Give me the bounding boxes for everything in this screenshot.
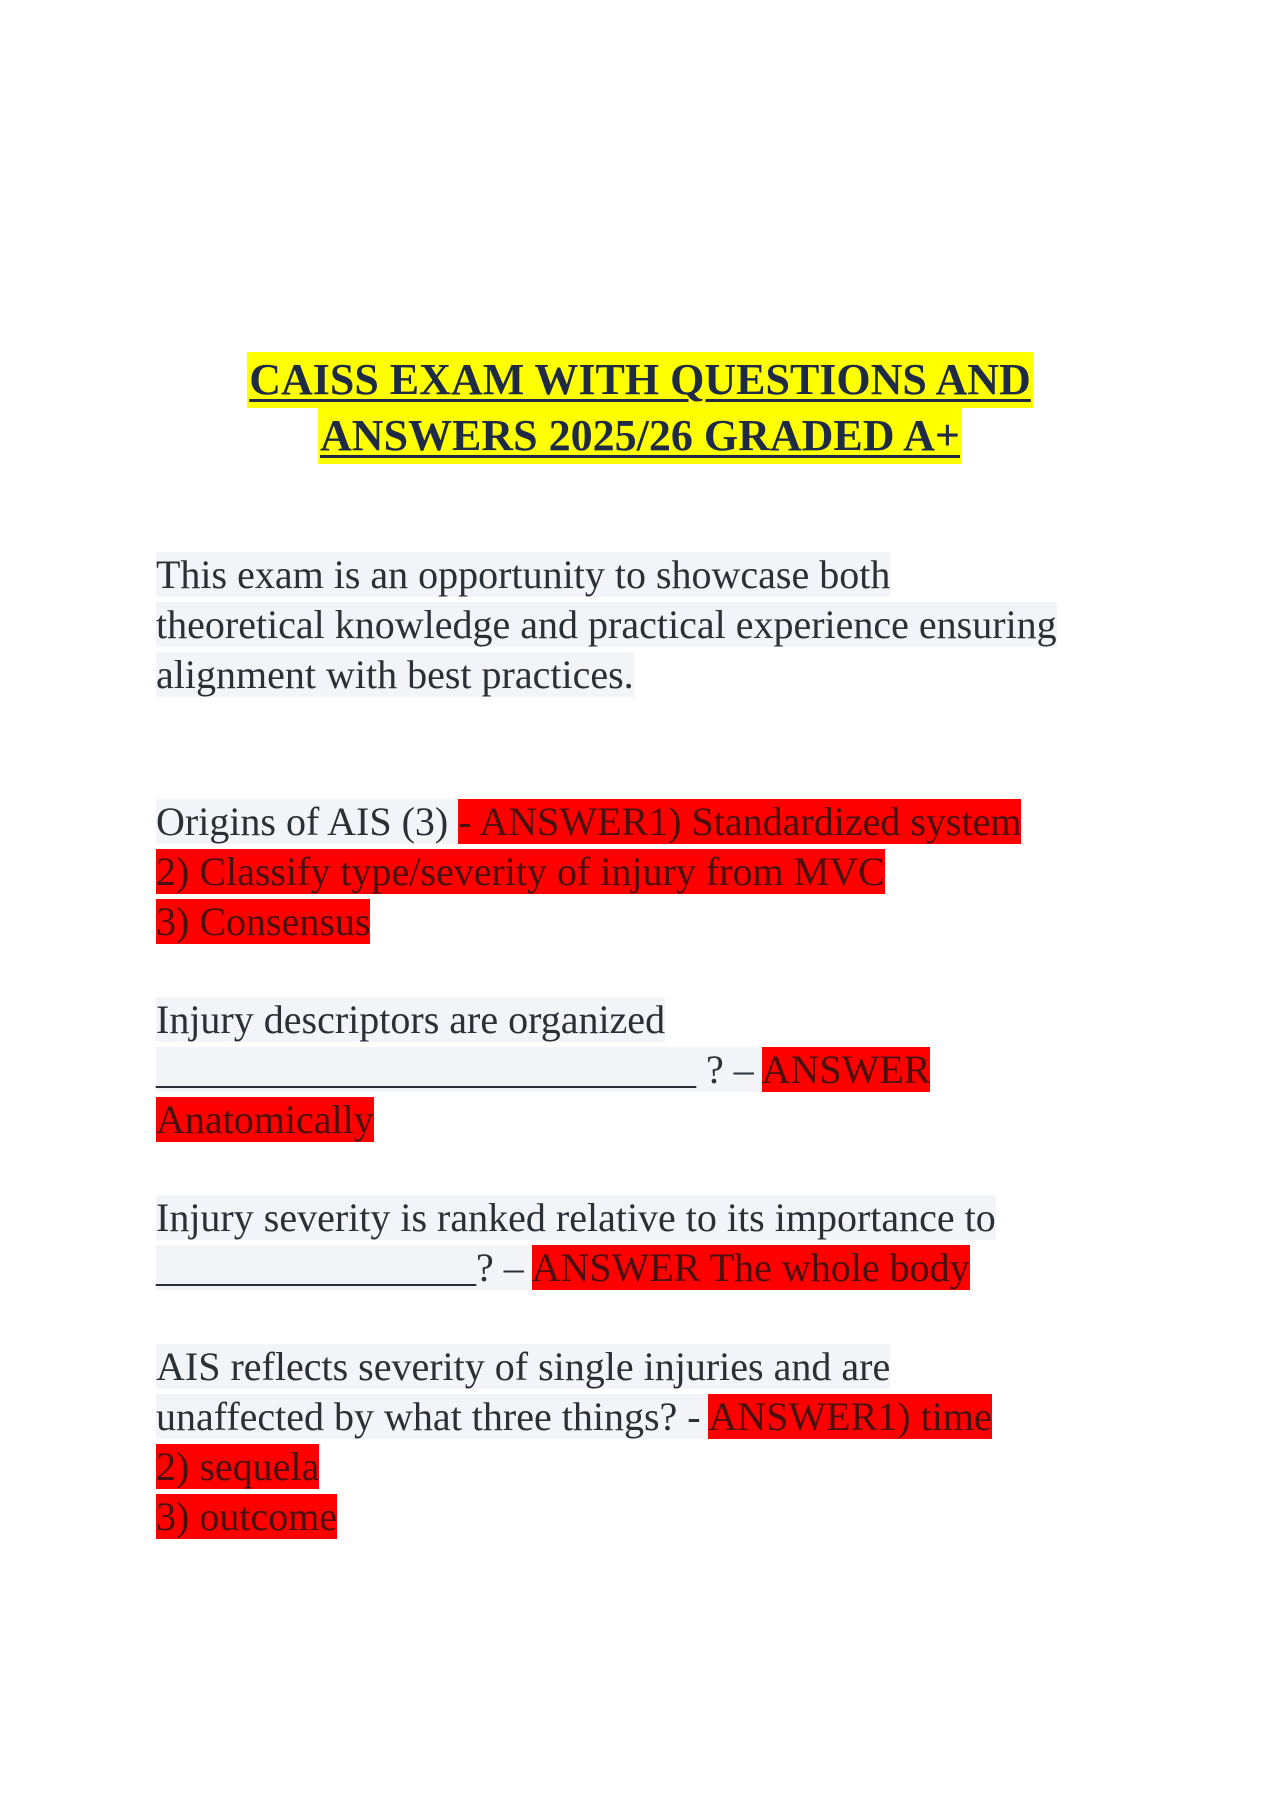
answer-2-line-2: Anatomically (156, 1097, 374, 1142)
answer-3-line-1: ANSWER The whole body (531, 1245, 970, 1290)
qa-item-2 (156, 995, 1156, 1145)
qa-item-3 (156, 1193, 1156, 1293)
answer-2-line-1: ANSWER (761, 1047, 931, 1092)
qa-item-4 (156, 1342, 1156, 1542)
question-4-line-2: unaffected by what three things? - (156, 1394, 709, 1439)
answer-4-line-3: 3) outcome (156, 1494, 338, 1539)
answer-1-line-1: - ANSWER1) Standardized system (458, 799, 1022, 844)
answer-1-line-2: 2) Classify type/severity of injury from MVC (156, 849, 885, 894)
qa-item-1 (156, 797, 1156, 947)
question-1-line-1: Origins of AIS (3) (156, 799, 459, 844)
document-title (0, 352, 1280, 464)
title-line-1: CAISS EXAM WITH QUESTIONS AND (247, 352, 1033, 408)
intro-line-2: theoretical knowledge and practical experience ensuring (156, 602, 1057, 647)
question-4-line-1: AIS reflects severity of single injuries and are (156, 1344, 891, 1389)
question-3-line-1: Injury severity is ranked relative to its importance to (156, 1195, 996, 1240)
intro-paragraph (156, 550, 1146, 700)
answer-4-line-2: 2) sequela (156, 1444, 320, 1489)
answer-1-line-3: 3) Consensus (156, 899, 371, 944)
intro-line-1: This exam is an opportunity to showcase both (156, 552, 891, 597)
question-2-line-1: Injury descriptors are organized (156, 997, 666, 1042)
question-2-line-2: ___________________________ ? – (156, 1047, 762, 1092)
answer-4-line-1: ANSWER1) time (708, 1394, 992, 1439)
title-line-2: ANSWERS 2025/26 GRADED A+ (318, 408, 962, 464)
question-3-line-2: ________________? – (156, 1245, 532, 1290)
intro-line-3: alignment with best practices. (156, 652, 634, 697)
